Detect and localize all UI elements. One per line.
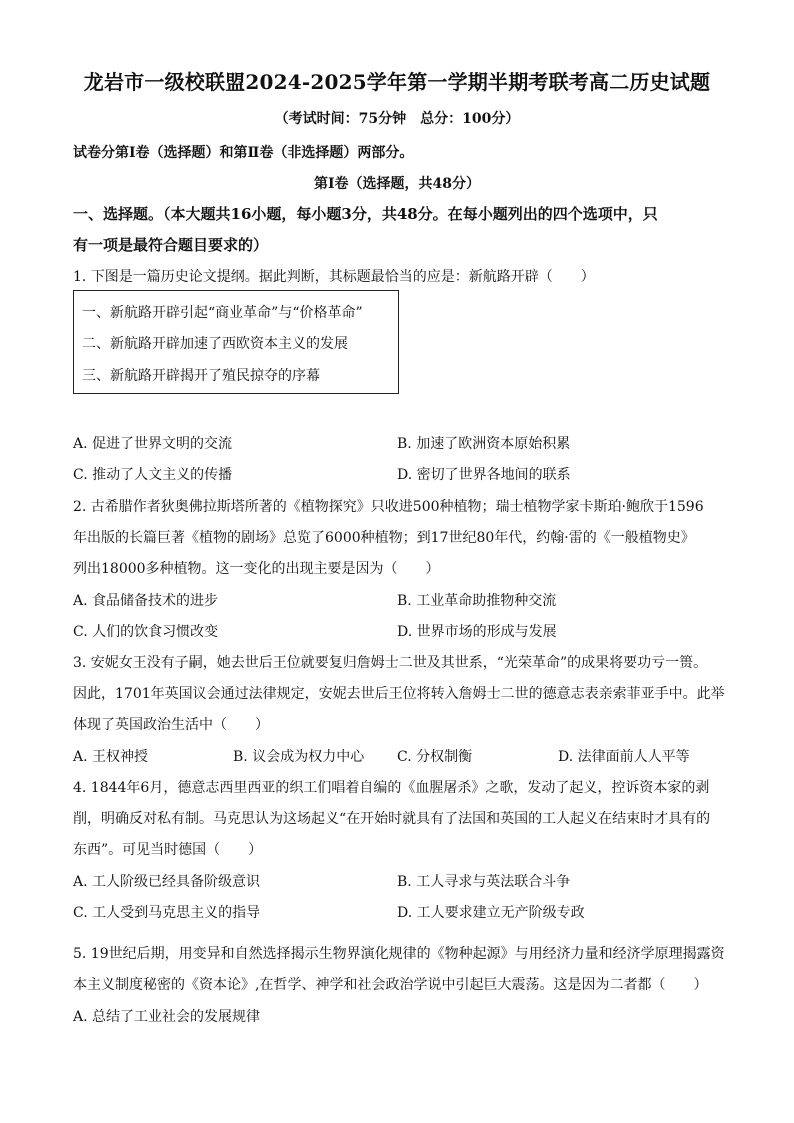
- q1-option-d: D. 密切了世界各地间的联系: [397, 467, 571, 483]
- q3-option-b: B. 议会成为权力中心: [233, 749, 365, 765]
- q1-option-b: B. 加速了欧洲资本原始积累: [397, 436, 571, 452]
- q2-stem-line: 2. 古希腊作者狄奥佛拉斯塔所著的《植物探究》只收进500种植物；瑞士植物学家卡斯珀·鲍欣于1596: [73, 499, 704, 515]
- q4-stem-line: 4. 1844年6月，德意志西里西亚的织工们唱着自编的《血腥屠杀》之歌，发动了起义，控诉资本家的剥: [73, 780, 710, 796]
- q1-option-c: C. 推动了人文主义的传播: [73, 467, 233, 483]
- q1-stem: 1. 下图是一篇历史论文提纲。据此判断，其标题最恰当的应是：新航路开辟（ ）: [73, 269, 595, 285]
- q4-option-b: B. 工人寻求与英法联合斗争: [397, 874, 571, 890]
- q1-outline-item: 二、新航路开辟加速了西欧资本主义的发展: [82, 336, 348, 352]
- q2-stem-line: 年出版的长篇巨著《植物的剧场》总览了6000种植物；到17世纪80年代，约翰·雷的《一般植物史》: [73, 530, 695, 546]
- section-instruction-line1: 一、选择题。（本大题共16小题，每小题3分，共48分。在每小题列出的四个选项中，只: [73, 205, 658, 223]
- q4-option-d: D. 工人要求建立无产阶级专政: [397, 905, 585, 921]
- q2-option-b: B. 工业革命助推物种交流: [397, 593, 557, 609]
- q2-option-d: D. 世界市场的形成与发展: [397, 624, 557, 640]
- q3-stem-line: 3. 安妮女王没有子嗣，她去世后王位就要复归詹姆士二世及其世系，“光荣革命”的成果将要功亏一篑。: [73, 655, 708, 671]
- q1-outline-item: 三、新航路开辟揭开了殖民掠夺的序幕: [82, 368, 320, 384]
- q3-stem-line: 体现了英国政治生活中（ ）: [73, 717, 269, 733]
- q2-option-c: C. 人们的饮食习惯改变: [73, 624, 219, 640]
- q3-option-c: C. 分权制衡: [397, 749, 473, 765]
- q4-option-c: C. 工人受到马克思主义的指导: [73, 905, 261, 921]
- exam-intro: 试卷分第Ⅰ卷（选择题）和第Ⅱ卷（非选择题）两部分。: [73, 145, 414, 161]
- q3-option-d: D. 法律面前人人平等: [558, 749, 690, 765]
- q1-outline-item: 一、新航路开辟引起“商业革命”与“价格革命”: [82, 305, 363, 321]
- q4-stem-line: 削，明确反对私有制。马克思认为这场起义“在开始时就具有了法国和英国的工人起义在结束时才具有的: [73, 811, 711, 827]
- q4-option-a: A. 工人阶级已经具备阶级意识: [73, 874, 261, 890]
- q5-stem-line: 本主义制度秘密的《资本论》,在哲学、神学和社会政治学说中引起巨大震荡。这是因为二者都（ ）: [73, 977, 708, 993]
- exam-title: 龙岩市一级校联盟2024-2025学年第一学期半期考联考高二历史试题: [83, 70, 711, 94]
- section-instruction-line2: 有一项是最符合题目要求的）: [73, 236, 269, 254]
- q3-stem-line: 因此，1701年英国议会通过法律规定，安妮去世后王位将转入詹姆士二世的德意志表亲索菲亚手中。此举: [73, 686, 725, 702]
- q4-stem-line: 东西”。可见当时德国（ ）: [73, 842, 263, 858]
- part1-heading: 第Ⅰ卷（选择题，共48分）: [313, 176, 481, 192]
- exam-subtitle: （考试时间：75分钟 总分：100分）: [274, 111, 520, 127]
- q2-option-a: A. 食品储备技术的进步: [73, 593, 219, 609]
- q2-stem-line: 列出18000多种植物。这一变化的出现主要是因为（ ）: [73, 561, 440, 577]
- q5-option-a: A. 总结了工业社会的发展规律: [73, 1009, 261, 1025]
- q5-stem-line: 5. 19世纪后期，用变异和自然选择揭示生物界演化规律的《物种起源》与用经济力量和经济学原理揭露资: [73, 946, 725, 962]
- q1-outline-box: [73, 290, 399, 394]
- q3-option-a: A. 王权神授: [73, 749, 149, 765]
- q1-option-a: A. 促进了世界文明的交流: [73, 436, 233, 452]
